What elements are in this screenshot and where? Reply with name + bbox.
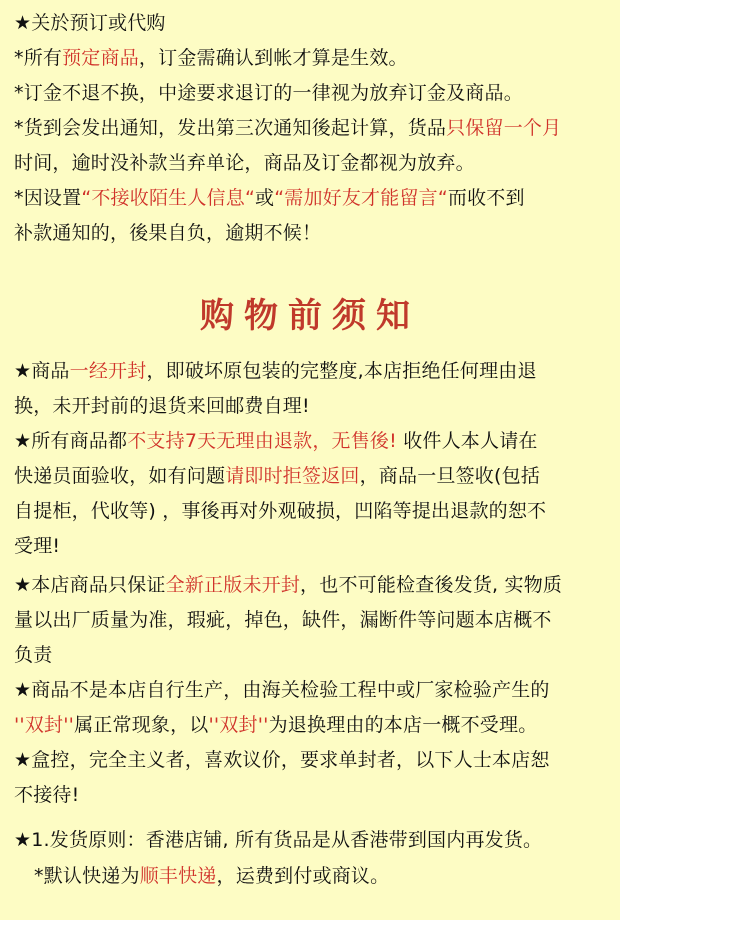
notice-shipping-principle: ★1.发货原则：香港店铺, 所有货品是从香港带到国内再发货。 xyxy=(14,829,543,851)
notice-new-genuine-cont-1: 量以出厂质量为准，瑕疵，掉色，缺件，漏断件等问题本店概不 xyxy=(14,609,552,631)
preorder-rule-4-cont: 补款通知的，後果自负，逾期不候！ xyxy=(14,222,322,244)
notice-default-courier: *默认快递为顺丰快递，运费到付或商议。 xyxy=(34,865,390,887)
notice-opened-goods-cont: 换，未开封前的退货来回邮费自理! xyxy=(14,395,310,417)
notice-perfectionist-cont: 不接待! xyxy=(14,784,80,806)
notice-no-refund-cont-3: 受理! xyxy=(14,535,61,557)
notice-double-seal: ★商品不是本店自行生产，由海关检验工程中或厂家检验产生的 xyxy=(14,679,550,701)
notice-new-genuine: ★本店商品只保证全新正版未开封，也不可能检查後发货, 实物质 xyxy=(14,574,563,596)
notice-no-refund-cont-2: 自提柜，代收等) ，事後再对外观破损，凹陷等提出退款的恕不 xyxy=(14,500,547,522)
notice-new-genuine-cont-2: 负责 xyxy=(14,644,53,666)
notice-opened-goods: ★商品一经开封，即破坏原包装的完整度,本店拒绝任何理由退 xyxy=(14,360,537,382)
shopping-notice-heading: 购物前须知 xyxy=(200,296,420,336)
notice-perfectionist: ★盒控，完全主义者，喜欢议价，要求单封者，以下人士本店恕 xyxy=(14,749,550,771)
preorder-rule-4: *因设置“不接收陌生人信息“或“需加好友才能留言“而收不到 xyxy=(14,187,525,209)
preorder-title: ★关於预订或代购 xyxy=(14,12,166,34)
preorder-rule-1: *所有预定商品，订金需确认到帐才算是生效。 xyxy=(14,47,408,69)
notice-no-refund-cont-1: 快递员面验收，如有问题请即时拒签返回，商品一旦签收(包括 xyxy=(14,465,541,487)
preorder-rule-3-cont: 时间，逾时没补款当弃单论，商品及订金都视为放弃。 xyxy=(14,152,475,174)
notice-no-refund: ★所有商品都不支持7天无理由退款，无售後! 收件人本人请在 xyxy=(14,430,538,452)
preorder-rule-2: *订金不退不换，中途要求退订的一律视为放弃订金及商品。 xyxy=(14,82,523,104)
preorder-rule-3: *货到会发出通知，发出第三次通知後起计算，货品只保留一个月 xyxy=(14,117,562,139)
notice-double-seal-cont: ''双封''属正常现象，以''双封''为退换理由的本店一概不受理。 xyxy=(14,714,538,736)
